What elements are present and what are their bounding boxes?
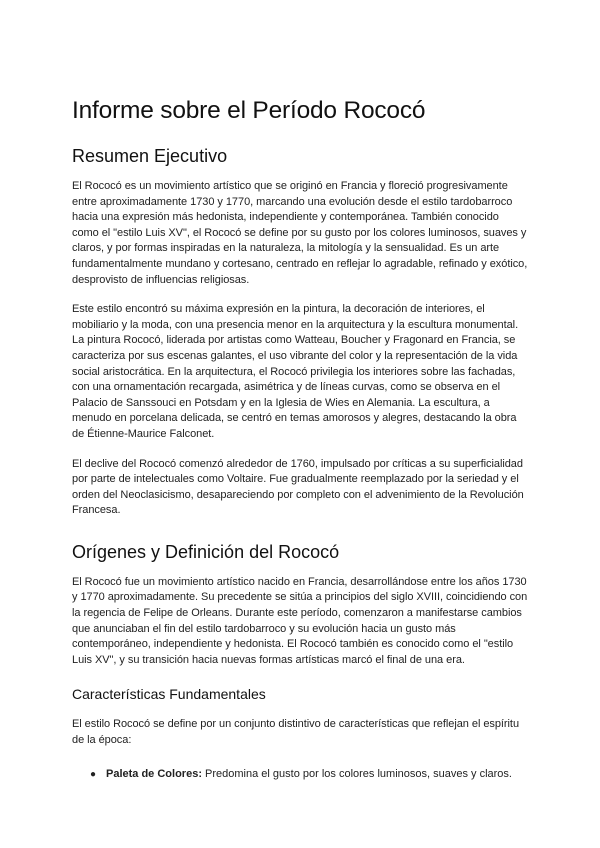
bullet-list-caracteristicas	[72, 767, 528, 783]
section-heading-origenes: Orígenes y Definición del Rococó	[72, 541, 340, 562]
paragraph-origenes-1: El Rococó fue un movimiento artístico nacido en Francia, desarrollándose entre los años 1730 y 1770 aproximadamente. Su precedente se sitúa a principios del siglo XVIII, coincidiendo con la regencia de Felipe de Orleans. Durante este período, comenzaron a manifestarse cambios que anunciaban el fin del estilo tardobarroco y su evolución hacia un gusto más contemporáneo, independiente y hedonista. El Rococó también es conocido como el "estilo Luis XV", y su transición hacia nuevas formas artísticas marcó el final de una era.	[72, 575, 528, 666]
paragraph-resumen-2: Este estilo encontró su máxima expresión en la pintura, la decoración de interiores, el mobiliario y la moda, con una presencia menor en la arquitectura y la escultura monumental. La pintura Rococó, liderada por artistas como Watteau, Boucher y Fragonard en Francia, se caracteriza por sus escenas galantes, el uso vibrante del color y la representación de la vida social aristocrática. En la arquitectura, el Rococó privilegia los interiores sobre las fachadas, con una ornamentación recargada, asimétrica y de líneas curvas, como se observa en el Palacio de Sanssouci en Potsdam y en la Iglesia de Wies en Alemania. La escultura, a menudo en porcelana delicada, se centró en temas amorosos y alegres, destacando la obra de Étienne-Maurice Falconet.	[72, 303, 519, 440]
paragraph-resumen-3: El declive del Rococó comenzó alrededor de 1760, impulsado por críticas a su superficialidad por parte de intelectuales como Voltaire. Fue gradualmente reemplazado por la seriedad y el orden del Neoclasicismo, desapareciendo por completo con el advenimiento de la Revolución Francesa.	[72, 457, 524, 517]
list-item-text: Predomina el gusto por los colores luminosos, suaves y claros.	[201, 767, 512, 780]
list-item-label: Paleta de Colores:	[106, 767, 202, 780]
section-heading-resumen: Resumen Ejecutivo	[72, 146, 228, 166]
document-title: Informe sobre el Período Rococó	[72, 97, 426, 124]
list-item	[90, 767, 528, 783]
bullet-icon: ●	[90, 768, 97, 780]
paragraph-resumen-1: El Rococó es un movimiento artístico que se originó en Francia y floreció progresivamente entre aproximadamente 1730 y 1770, marcando una evolución desde el estilo tardobarroco hacia una expresión más hedonista, independiente y contemporánea. También conocido como el "estilo Luis XV", el Rococó se define por su gusto por los colores luminosos, suaves y claros, y por formas inspiradas en la naturaleza, la mitología y la sensualidad. Es un arte fundamentalmente mundano y cortesano, centrado en reflejar lo agradable, refinado y exótico, desprovisto de influencias religiosas.	[72, 180, 528, 286]
subsection-heading-caracteristicas: Características Fundamentales	[72, 686, 266, 703]
paragraph-caracteristicas-intro: El estilo Rococó se define por un conjunto distintivo de características que reflejan el espíritu de la época:	[72, 718, 520, 747]
document-page	[72, 96, 528, 782]
